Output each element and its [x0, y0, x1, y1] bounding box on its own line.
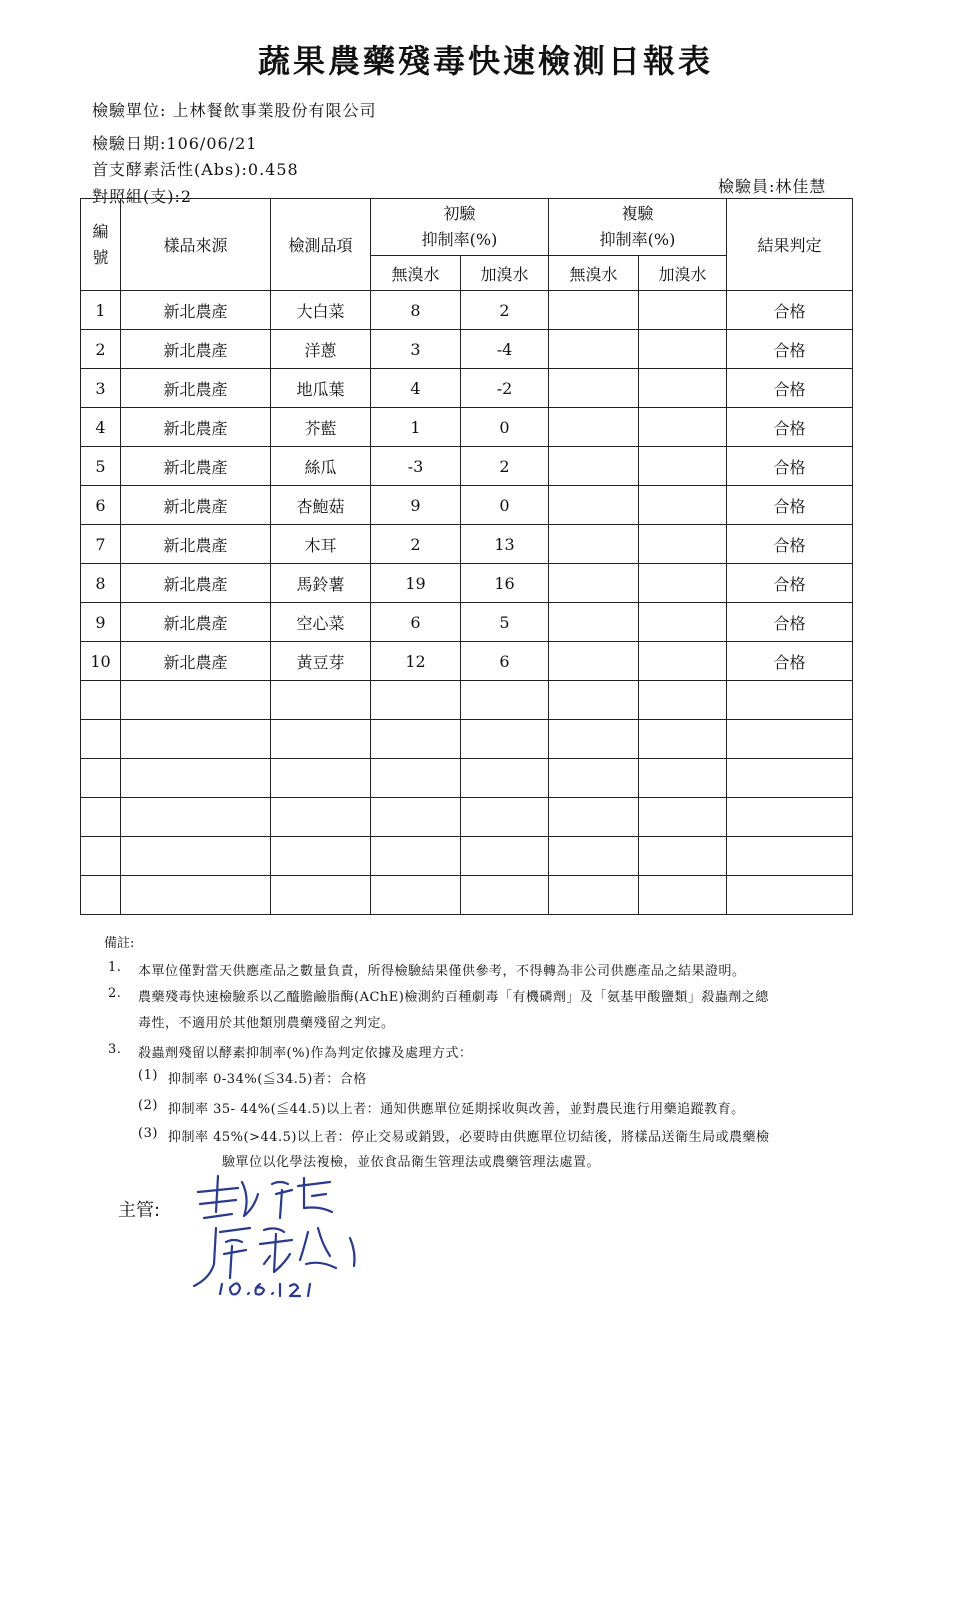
cell-initial-bromine: 0	[461, 486, 549, 525]
table-row	[81, 603, 853, 642]
cell-initial-no-bromine: 1	[371, 408, 461, 447]
cell-number: 4	[81, 408, 121, 447]
cell-initial-bromine: 2	[461, 291, 549, 330]
cell-item: 木耳	[271, 525, 371, 564]
cell-source: 新北農產	[121, 564, 271, 603]
sub-3-number: (3)	[138, 1126, 158, 1141]
cell-item: 芥藍	[271, 408, 371, 447]
cell-item: 杏鮑菇	[271, 486, 371, 525]
cell-item: 洋蔥	[271, 330, 371, 369]
note-2-continued: 毒性，不適用於其他類別農藥殘留之判定。	[138, 1016, 395, 1031]
header-item: 檢測品項	[271, 199, 371, 291]
cell-retest-no-bromine	[549, 603, 639, 642]
cell-retest-no-bromine	[549, 330, 639, 369]
cell-retest-bromine	[639, 330, 727, 369]
cell-retest-no-bromine	[549, 525, 639, 564]
cell-source: 新北農產	[121, 330, 271, 369]
cell-source: 新北農產	[121, 603, 271, 642]
cell-initial-bromine: -4	[461, 330, 549, 369]
cell-retest-bromine	[639, 525, 727, 564]
cell-source: 新北農產	[121, 408, 271, 447]
cell-initial-bromine: 2	[461, 447, 549, 486]
cell-initial-bromine: -2	[461, 369, 549, 408]
cell-retest-bromine	[639, 447, 727, 486]
control-group: 對照組(支):2	[92, 187, 193, 206]
cell-result: 合格	[727, 642, 853, 681]
notes-heading: 備註:	[104, 936, 135, 951]
cell-initial-bromine: 5	[461, 603, 549, 642]
cell-item: 黃豆芽	[271, 642, 371, 681]
inspection-unit: 檢驗單位: 上林餐飲事業股份有限公司	[92, 101, 377, 120]
cell-initial-bromine: 13	[461, 525, 549, 564]
cell-initial-bromine: 6	[461, 642, 549, 681]
cell-number: 6	[81, 486, 121, 525]
table-row	[81, 486, 853, 525]
cell-item: 絲瓜	[271, 447, 371, 486]
table-row	[81, 291, 853, 330]
header-initial-bromine: 加溴水	[461, 256, 549, 291]
cell-result: 合格	[727, 330, 853, 369]
empty-row	[81, 681, 853, 720]
cell-retest-no-bromine	[549, 447, 639, 486]
header-retest-no-bromine: 無溴水	[549, 256, 639, 291]
cell-number: 5	[81, 447, 121, 486]
cell-retest-no-bromine	[549, 642, 639, 681]
cell-source: 新北農產	[121, 291, 271, 330]
report-title: 蔬果農藥殘毒快速檢測日報表	[257, 42, 713, 80]
cell-number: 10	[81, 642, 121, 681]
cell-item: 馬鈴薯	[271, 564, 371, 603]
note-2-number: 2.	[108, 986, 122, 1001]
cell-source: 新北農產	[121, 486, 271, 525]
sub-1-text: 抑制率 0-34%(≦34.5)者：合格	[168, 1072, 367, 1087]
cell-initial-no-bromine: 12	[371, 642, 461, 681]
cell-source: 新北農產	[121, 525, 271, 564]
header-number: 編 號	[81, 199, 121, 291]
empty-row	[81, 837, 853, 876]
cell-result: 合格	[727, 603, 853, 642]
header-source: 樣品來源	[121, 199, 271, 291]
table-row	[81, 642, 853, 681]
cell-retest-no-bromine	[549, 369, 639, 408]
sub-3-text: 抑制率 45%(>44.5)以上者：停止交易或銷毀，必要時由供應單位切結後，將樣品送衛生局或農藥檢	[168, 1130, 770, 1145]
sub-2-text: 抑制率 35- 44%(≦44.5)以上者：通知供應單位延期採收與改善，並對農民進行用藥追蹤教育。	[168, 1102, 745, 1117]
cell-initial-bromine: 16	[461, 564, 549, 603]
inspection-date: 檢驗日期:106/06/21	[92, 134, 258, 153]
handwritten-signature	[180, 1168, 380, 1304]
results-table	[80, 198, 853, 915]
cell-initial-no-bromine: 6	[371, 603, 461, 642]
cell-number: 7	[81, 525, 121, 564]
note-1-number: 1.	[108, 960, 122, 975]
inspector-name: 檢驗員:林佳慧	[718, 177, 827, 196]
cell-number: 9	[81, 603, 121, 642]
cell-result: 合格	[727, 408, 853, 447]
cell-retest-no-bromine	[549, 408, 639, 447]
cell-result: 合格	[727, 291, 853, 330]
header-initial-test: 初驗 抑制率(%)	[371, 199, 549, 256]
cell-retest-bromine	[639, 603, 727, 642]
cell-result: 合格	[727, 447, 853, 486]
cell-initial-no-bromine: 19	[371, 564, 461, 603]
cell-result: 合格	[727, 564, 853, 603]
table-row	[81, 408, 853, 447]
cell-retest-bromine	[639, 642, 727, 681]
note-3-number: 3.	[108, 1042, 122, 1057]
note-3-text: 殺蟲劑殘留以酵素抑制率(%)作為判定依據及處理方式：	[138, 1046, 473, 1061]
cell-result: 合格	[727, 486, 853, 525]
sub-3-continued: 驗單位以化學法複檢，並依食品衛生管理法或農藥管理法處置。	[222, 1155, 601, 1170]
table-row	[81, 564, 853, 603]
cell-source: 新北農產	[121, 447, 271, 486]
header-result: 結果判定	[727, 199, 853, 291]
header-retest-bromine: 加溴水	[639, 256, 727, 291]
cell-number: 2	[81, 330, 121, 369]
cell-retest-bromine	[639, 564, 727, 603]
enzyme-activity: 首支酵素活性(Abs):0.458	[92, 160, 299, 179]
cell-retest-bromine	[639, 369, 727, 408]
cell-retest-no-bromine	[549, 291, 639, 330]
cell-number: 1	[81, 291, 121, 330]
sub-1-number: (1)	[138, 1068, 158, 1083]
empty-row	[81, 876, 853, 915]
cell-retest-bromine	[639, 291, 727, 330]
cell-retest-no-bromine	[549, 564, 639, 603]
cell-result: 合格	[727, 525, 853, 564]
empty-row	[81, 759, 853, 798]
cell-item: 地瓜葉	[271, 369, 371, 408]
cell-initial-no-bromine: 3	[371, 330, 461, 369]
supervisor-label: 主管:	[118, 1200, 161, 1221]
table-row	[81, 525, 853, 564]
empty-row	[81, 720, 853, 759]
cell-initial-bromine: 0	[461, 408, 549, 447]
cell-item: 空心菜	[271, 603, 371, 642]
empty-row	[81, 798, 853, 837]
note-2-text: 農藥殘毒快速檢驗系以乙醯膽鹼脂酶(AChE)檢測約百種劇毒「有機磷劑」及「氨基甲酸鹽類」殺蟲劑之總	[138, 990, 769, 1005]
cell-retest-bromine	[639, 486, 727, 525]
cell-retest-no-bromine	[549, 486, 639, 525]
cell-initial-no-bromine: 9	[371, 486, 461, 525]
cell-initial-no-bromine: 2	[371, 525, 461, 564]
sub-2-number: (2)	[138, 1098, 158, 1113]
cell-retest-bromine	[639, 408, 727, 447]
cell-item: 大白菜	[271, 291, 371, 330]
cell-source: 新北農產	[121, 369, 271, 408]
table-row	[81, 369, 853, 408]
cell-number: 3	[81, 369, 121, 408]
cell-number: 8	[81, 564, 121, 603]
cell-result: 合格	[727, 369, 853, 408]
table-row	[81, 330, 853, 369]
header-initial-no-bromine: 無溴水	[371, 256, 461, 291]
note-1-text: 本單位僅對當天供應產品之數量負責，所得檢驗結果僅供參考，不得轉為非公司供應產品之結果證明。	[138, 964, 746, 979]
cell-initial-no-bromine: 4	[371, 369, 461, 408]
cell-initial-no-bromine: 8	[371, 291, 461, 330]
cell-source: 新北農產	[121, 642, 271, 681]
cell-initial-no-bromine: -3	[371, 447, 461, 486]
table-row	[81, 447, 853, 486]
header-retest: 複驗 抑制率(%)	[549, 199, 727, 256]
